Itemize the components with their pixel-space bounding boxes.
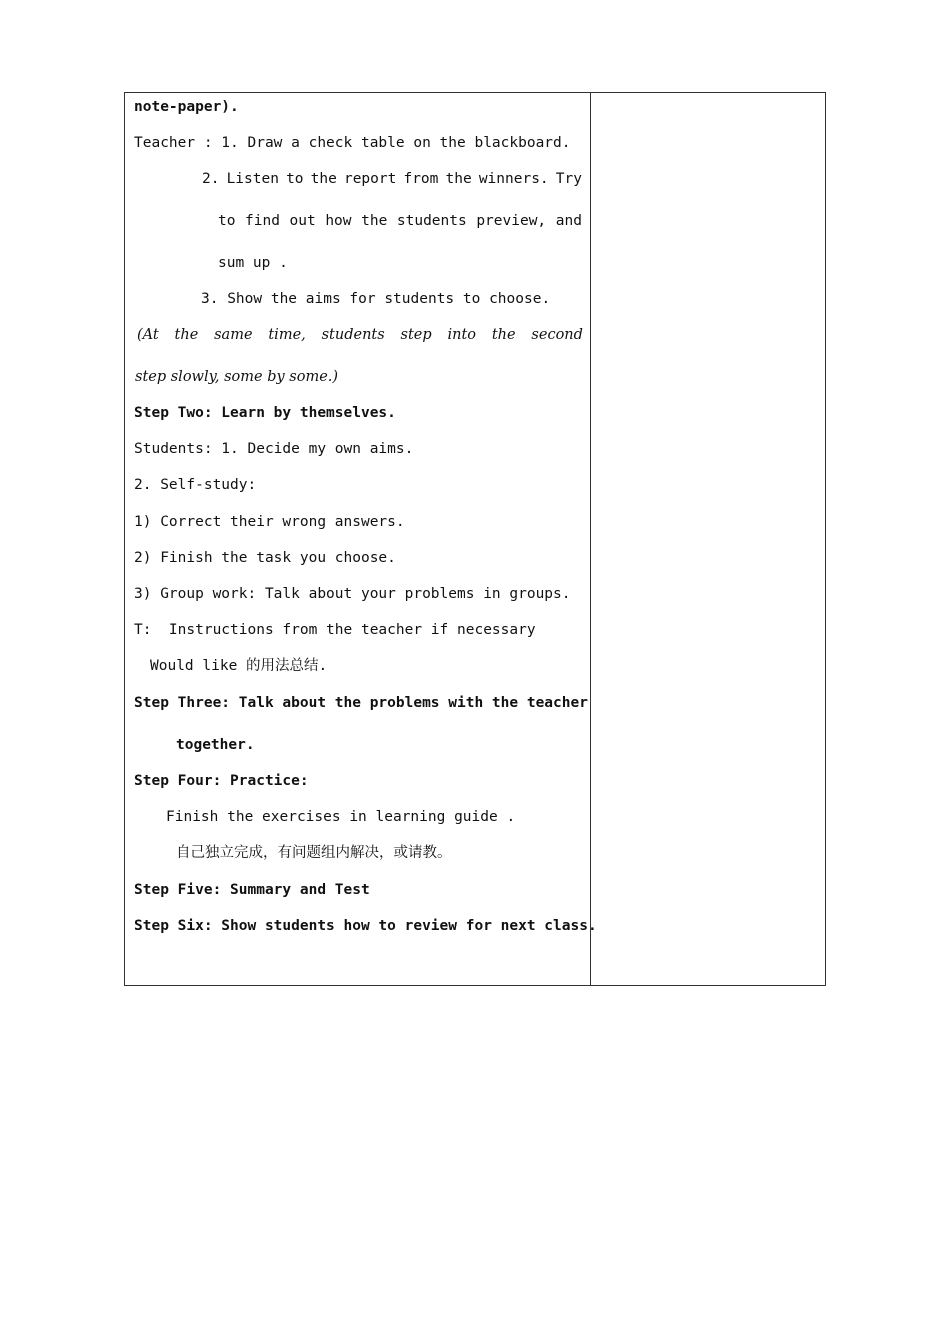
word: out (289, 213, 316, 229)
word: winners. (478, 171, 549, 187)
word: second (531, 327, 583, 343)
word: the (361, 213, 388, 229)
word: (At (137, 327, 159, 343)
text-line: Students: 1. Decide my own aims. (134, 441, 414, 457)
word: same (214, 327, 253, 343)
word: students (321, 327, 385, 343)
step-heading: Step Five: Summary and Test (134, 882, 370, 898)
word: students (396, 213, 467, 229)
lesson-plan-table (124, 92, 826, 986)
justified-line (218, 211, 582, 231)
word: the (174, 327, 199, 343)
text-line: 2) Finish the task you choose. (134, 550, 396, 566)
word: preview, (476, 213, 547, 229)
word: into (447, 327, 477, 343)
word: report (343, 171, 397, 187)
step-heading: Step Six: Show students how to review for next class. (134, 918, 597, 934)
word: step (400, 327, 432, 343)
text-line: 自己独立完成，有问题组内解决，或请教。 (176, 845, 452, 861)
word: Listen (226, 171, 279, 187)
word: find (245, 213, 280, 229)
word: the (491, 327, 516, 343)
text-line: Finish the exercises in learning guide . (166, 809, 516, 825)
justified-line (202, 169, 582, 189)
word: 2. (202, 171, 220, 187)
text-line: note-paper). (134, 99, 239, 115)
word: time, (268, 327, 306, 343)
step-heading-continued: together. (176, 737, 255, 753)
text-line: 3) Group work: Talk about your problems in groups. (134, 586, 571, 602)
word: Try (555, 171, 582, 187)
text-line: 2. Self-study: (134, 477, 257, 493)
text-line: step slowly, some by some.) (135, 369, 339, 385)
text-line: 1) Correct their wrong answers. (134, 514, 405, 530)
text-line: T: Instructions from the teacher if necessary (134, 622, 536, 638)
step-heading: Step Three: Talk about the problems with the teacher (134, 695, 588, 711)
word: the (310, 171, 337, 187)
step-heading: Step Four: Practice: (134, 773, 309, 789)
word: to (286, 171, 304, 187)
word: and (555, 213, 582, 229)
justified-line (137, 325, 583, 345)
text-line: 3. Show the aims for students to choose. (201, 291, 551, 307)
word: the (445, 171, 472, 187)
text-line: Teacher : 1. Draw a check table on the blackboard. (134, 135, 571, 151)
right-cell (591, 93, 825, 985)
word: to (218, 213, 236, 229)
text-line: Would like 的用法总结. (150, 658, 328, 674)
word: how (325, 213, 352, 229)
word: from (403, 171, 439, 187)
step-heading: Step Two: Learn by themselves. (134, 405, 396, 421)
text-line: sum up . (218, 255, 288, 271)
